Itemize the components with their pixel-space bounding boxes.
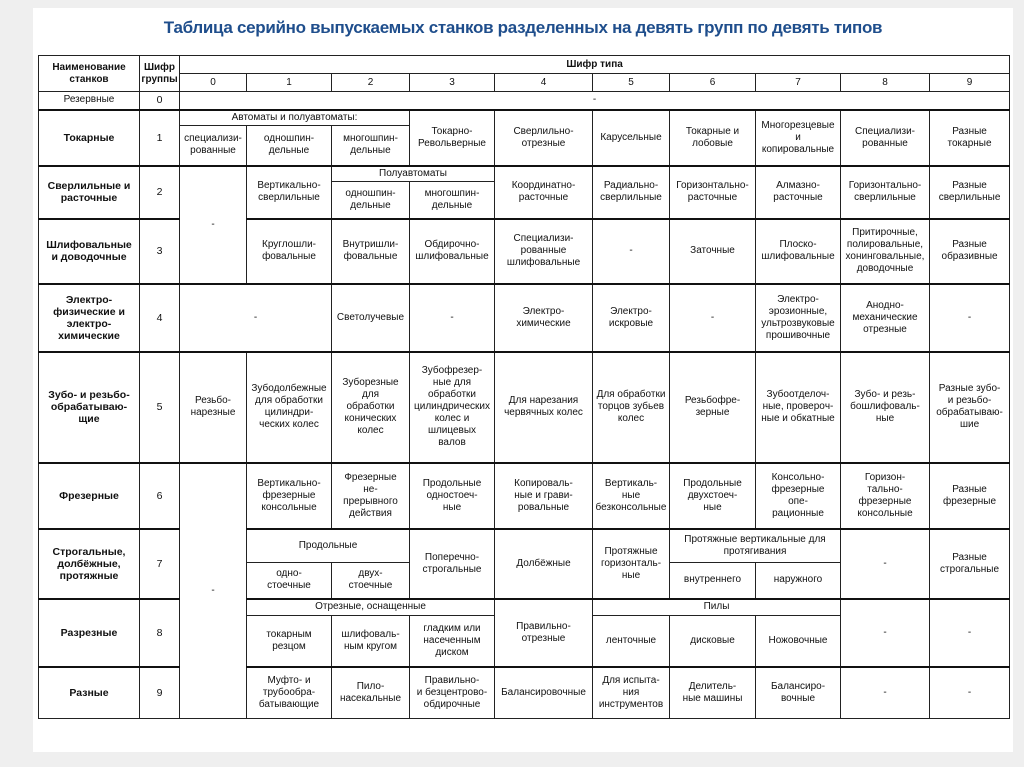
table-cell: Многорезцевые и копировальные (756, 110, 841, 166)
table-cell: Вертикаль- ные безконсольные (593, 463, 670, 529)
table-cell: Автоматы и полуавтоматы: (180, 110, 410, 126)
table-cell: Для нарезания червячных колес (495, 352, 593, 463)
table-cell: Зубо- и резь- бошлифоваль- ные (841, 352, 930, 463)
table-cell: Специализи- рованные (841, 110, 930, 166)
table-cell: наружного (756, 563, 841, 599)
table-cell: Для испыта- ния инструментов (593, 667, 670, 719)
table-cell: Протяжные горизонталь- ные (593, 529, 670, 599)
group-name: Фрезерные (39, 463, 140, 529)
table-cell: - (841, 667, 930, 719)
table-cell: Зубоотделоч- ные, проверoч- ные и обкатные (756, 352, 841, 463)
table-cell: одношпин- дельные (332, 182, 410, 219)
type-header: 8 (841, 74, 930, 92)
table-cell: Притирочные, полировальные, хонинговальные, доводочные (841, 219, 930, 284)
table-cell: Продольные одностоеч- ные (410, 463, 495, 529)
table-cell: Балансиро- вочные (756, 667, 841, 719)
header-type-code: Шифр типа (180, 56, 1010, 74)
table-cell: Полуавтоматы (332, 166, 495, 182)
table-cell: одношпин- дельные (247, 126, 332, 166)
table-cell: Круглошли- фовальные (247, 219, 332, 284)
table-cell: Алмазно- расточные (756, 166, 841, 219)
group-code: 3 (140, 219, 180, 284)
group-code: 4 (140, 284, 180, 352)
table-cell: токарным резцом (247, 616, 332, 667)
table-cell: Сверлильно- отрезные (495, 110, 593, 166)
group-code: 0 (140, 92, 180, 110)
table-cell: ленточные (593, 616, 670, 667)
table-cell: Радиально- сверлильные (593, 166, 670, 219)
table-cell: Горизон- тально- фрезерные консольные (841, 463, 930, 529)
table-cell: Муфто- и трубообра- батывающие (247, 667, 332, 719)
table-cell: - (180, 284, 332, 352)
table-cell: Горизонтально- сверлильные (841, 166, 930, 219)
table-cell: Плоско- шлифовальные (756, 219, 841, 284)
group-name: Строгальные, долбёжные, протяжные (39, 529, 140, 599)
table-cell: Пило- насекальные (332, 667, 410, 719)
table-cell: Электро- искровые (593, 284, 670, 352)
table-cell: Для обработки торцов зубьев колес (593, 352, 670, 463)
table-cell: Зуборезные для обработки конических колес (332, 352, 410, 463)
table-cell: Разные зубо- и резьбо- обрабатываю- шие (930, 352, 1010, 463)
table-cell: дисковые (670, 616, 756, 667)
table-cell: Разные строгальные (930, 529, 1010, 599)
table-cell: многошпин- дельные (332, 126, 410, 166)
table-cell: - (841, 529, 930, 599)
table-cell: - (841, 599, 930, 667)
table-cell: Протяжные вертикальные для протягивания (670, 529, 841, 563)
table-cell: Поперечно- строгальные (410, 529, 495, 599)
type-header: 4 (495, 74, 593, 92)
type-header: 6 (670, 74, 756, 92)
type-header: 9 (930, 74, 1010, 92)
table-cell: - (930, 599, 1010, 667)
table-cell: Обдирочно- шлифовальные (410, 219, 495, 284)
table-cell: Разные образивные (930, 219, 1010, 284)
table-cell: Электро- химические (495, 284, 593, 352)
group-name: Электро- физические и электро- химические (39, 284, 140, 352)
group-code: 5 (140, 352, 180, 463)
type-header: 3 (410, 74, 495, 92)
table-cell: - (930, 667, 1010, 719)
type-header: 2 (332, 74, 410, 92)
type-header: 5 (593, 74, 670, 92)
type-header: 0 (180, 74, 247, 92)
table-cell: Правильно- и безцентрово- обдирочные (410, 667, 495, 719)
table-cell: Карусельные (593, 110, 670, 166)
table-cell: Правильно- отрезные (495, 599, 593, 667)
type-header: 7 (756, 74, 841, 92)
table-cell: Анодно- механические отрезные (841, 284, 930, 352)
table-cell: Электро- эрозионные, ультрозвуковые прошивочные (756, 284, 841, 352)
table-cell: Консольно- фрезерные опе- рационные (756, 463, 841, 529)
table-cell: многошпин- дельные (410, 182, 495, 219)
table-cell: Продольные двухстоеч- ные (670, 463, 756, 529)
group-code: 2 (140, 166, 180, 219)
table-cell: Отрезные, оснащенные (247, 599, 495, 616)
table-cell: Продольные (247, 529, 410, 563)
machine-classification-table (38, 55, 1010, 719)
table-cell: шлифоваль- ным кругом (332, 616, 410, 667)
table-cell: Делитель- ные машины (670, 667, 756, 719)
table-cell: Фрезерные не- прерывного действия (332, 463, 410, 529)
table-cell: Резьбо- нарезные (180, 352, 247, 463)
group-name: Разные (39, 667, 140, 719)
table-cell: Пилы (593, 599, 841, 616)
group-code: 1 (140, 110, 180, 166)
table-cell: внутреннего (670, 563, 756, 599)
table-cell: - (410, 284, 495, 352)
table-cell: - (180, 92, 1010, 110)
table-cell: Зубодолбежные для обработки цилиндри- ческих колес (247, 352, 332, 463)
table-cell: Специализи- рованные шлифовальные (495, 219, 593, 284)
group-code: 7 (140, 529, 180, 599)
table-cell: гладким или насеченным диском (410, 616, 495, 667)
table-cell: - (593, 219, 670, 284)
group-code: 6 (140, 463, 180, 529)
table-cell: специализи- рованные (180, 126, 247, 166)
group-name: Разрезные (39, 599, 140, 667)
table-cell: Разные сверлильные (930, 166, 1010, 219)
table-cell: одно- стоечные (247, 563, 332, 599)
table-cell: - (670, 284, 756, 352)
table-cell: Долбёжные (495, 529, 593, 599)
table-cell: Вертикально- сверлильные (247, 166, 332, 219)
group-name: Токарные (39, 110, 140, 166)
table-cell: Координатно- расточные (495, 166, 593, 219)
table-cell: Ножовочные (756, 616, 841, 667)
header-group-code: Шифр группы (140, 56, 180, 92)
table-cell: Светолучевые (332, 284, 410, 352)
table-cell: двух- стоечные (332, 563, 410, 599)
header-name: Наименование станков (39, 56, 140, 92)
table-cell: Заточные (670, 219, 756, 284)
table-cell: Токарно- Револьверные (410, 110, 495, 166)
group-code: 8 (140, 599, 180, 667)
table-cell: Резьбофре- зерные (670, 352, 756, 463)
page-title: Таблица серийно выпускаемых станков разделенных на девять групп по девять типов (163, 18, 883, 37)
group-code: 9 (140, 667, 180, 719)
table-cell: Балансировочные (495, 667, 593, 719)
table-cell: Разные токарные (930, 110, 1010, 166)
table-cell: - (180, 463, 247, 719)
table-cell: - (180, 166, 247, 284)
table-cell: Копироваль- ные и грави- ровальные (495, 463, 593, 529)
table-cell: Зубофрезер- ные для обработки цилиндрических колес и шлицевых валов (410, 352, 495, 463)
table-cell: Вертикально- фрезерные консольные (247, 463, 332, 529)
table-cell: Внутришли- фовальные (332, 219, 410, 284)
table-cell: Токарные и лобовые (670, 110, 756, 166)
type-header: 1 (247, 74, 332, 92)
group-name: Зубо- и резьбо- обрабатываю- щие (39, 352, 140, 463)
table-cell: Разные фрезерные (930, 463, 1010, 529)
group-name: Шлифовальные и доводочные (39, 219, 140, 284)
table-cell: Горизонтально- расточные (670, 166, 756, 219)
table-cell: - (930, 284, 1010, 352)
group-name: Резервные (39, 92, 140, 110)
group-name: Сверлильные и расточные (39, 166, 140, 219)
